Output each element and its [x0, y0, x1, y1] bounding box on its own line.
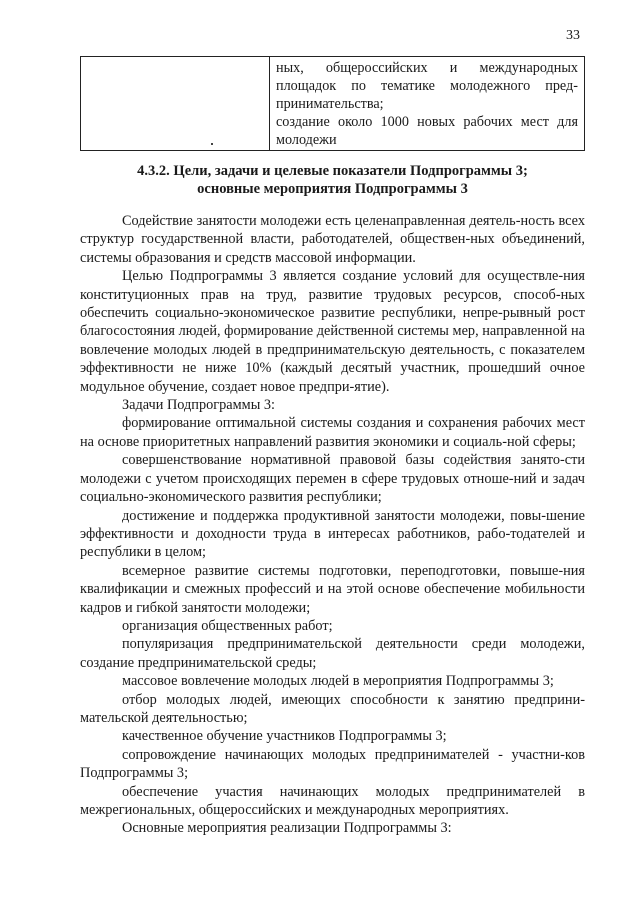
table-line: создание около 1000 новых рабочих мест для молодежи — [276, 114, 578, 148]
list-item: формирование оптимальной системы создания и сохранения рабочих мест на основе приоритетных направлений развития экономики и социаль-ной сферы; — [80, 415, 585, 450]
list-item: совершенствование нормативной правовой базы содействия занято-сти молодежи с учетом происходящих перемен в сфере трудовых отноше-ний и задач социально-экономического развития республики; — [80, 452, 585, 506]
list-item: обеспечение участия начинающих молодых предпринимателей в межрегиональных, общероссийских и международных мероприятиях. — [80, 783, 585, 818]
list-item: популяризация предпринимательской деятельности среди молодежи, создание предпринимательской среды; — [80, 636, 585, 671]
section-title-line: основные мероприятия Подпрограммы 3 — [197, 181, 468, 197]
page-number: 33 — [566, 28, 580, 43]
paragraph: Задачи Подпрограммы 3: — [122, 397, 276, 414]
section-heading — [80, 162, 585, 198]
list-item: сопровождение начинающих молодых предпринимателей - участни-ков Подпрограммы 3; — [80, 746, 585, 782]
table-line: ных, общероссийских и международных площадок по тематике молодежного пред-принимательства; — [276, 60, 578, 112]
table-right-cell — [270, 57, 585, 151]
scan-dot — [211, 143, 213, 145]
list-item: достижение и поддержка продуктивной занятости молодежи, повы-шение эффективности и доходности труда в интересах работников, рабо-тодателей и республики в целом; — [80, 507, 585, 561]
list-item: организация общественных работ; — [122, 617, 333, 634]
list-item: отбор молодых людей, имеющих способности к занятию предприни-мательской деятельностью; — [80, 691, 585, 726]
list-item: всемерное развитие системы подготовки, переподготовки, повыше-ния квалификации и смежных профессий и на этой основе обеспечение мобильности кадров и гибкой занятости молодежи; — [80, 562, 585, 616]
table-left-cell — [81, 57, 270, 151]
body-text — [80, 212, 585, 838]
table-row — [81, 57, 585, 151]
section-title-line: 4.3.2. Цели, задачи и целевые показатели Подпрограммы 3; — [137, 163, 528, 179]
list-item: качественное обучение участников Подпрограммы 3; — [122, 728, 447, 745]
paragraph: Основные мероприятия реализации Подпрограммы 3: — [122, 820, 452, 837]
paragraph: Содействие занятости молодежи есть целенаправленная деятель-ность всех структур государственной власти, работодателей, обществен-ных объединений, системы образования и средств массовой информации. — [80, 213, 585, 266]
continuation-table — [80, 56, 585, 151]
paragraph: Целью Подпрограммы 3 является создание условий для осуществле-ния конституционных прав на труд, развитие трудовых ресурсов, способ-ных обеспечить социально-экономическое развитие республики, непре-рывный рост благосостояния людей, формирование действенной системы мер, направленной на вовлечение молодых людей в предпринимательскую деятельность, с показателем эффективности не ниже 10% (каждый десятый участник, прошедший очное модульное обучение, создает новое предпри-ятие). — [80, 268, 585, 395]
list-item: массовое вовлечение молодых людей в мероприятия Подпрограммы 3; — [122, 673, 554, 690]
